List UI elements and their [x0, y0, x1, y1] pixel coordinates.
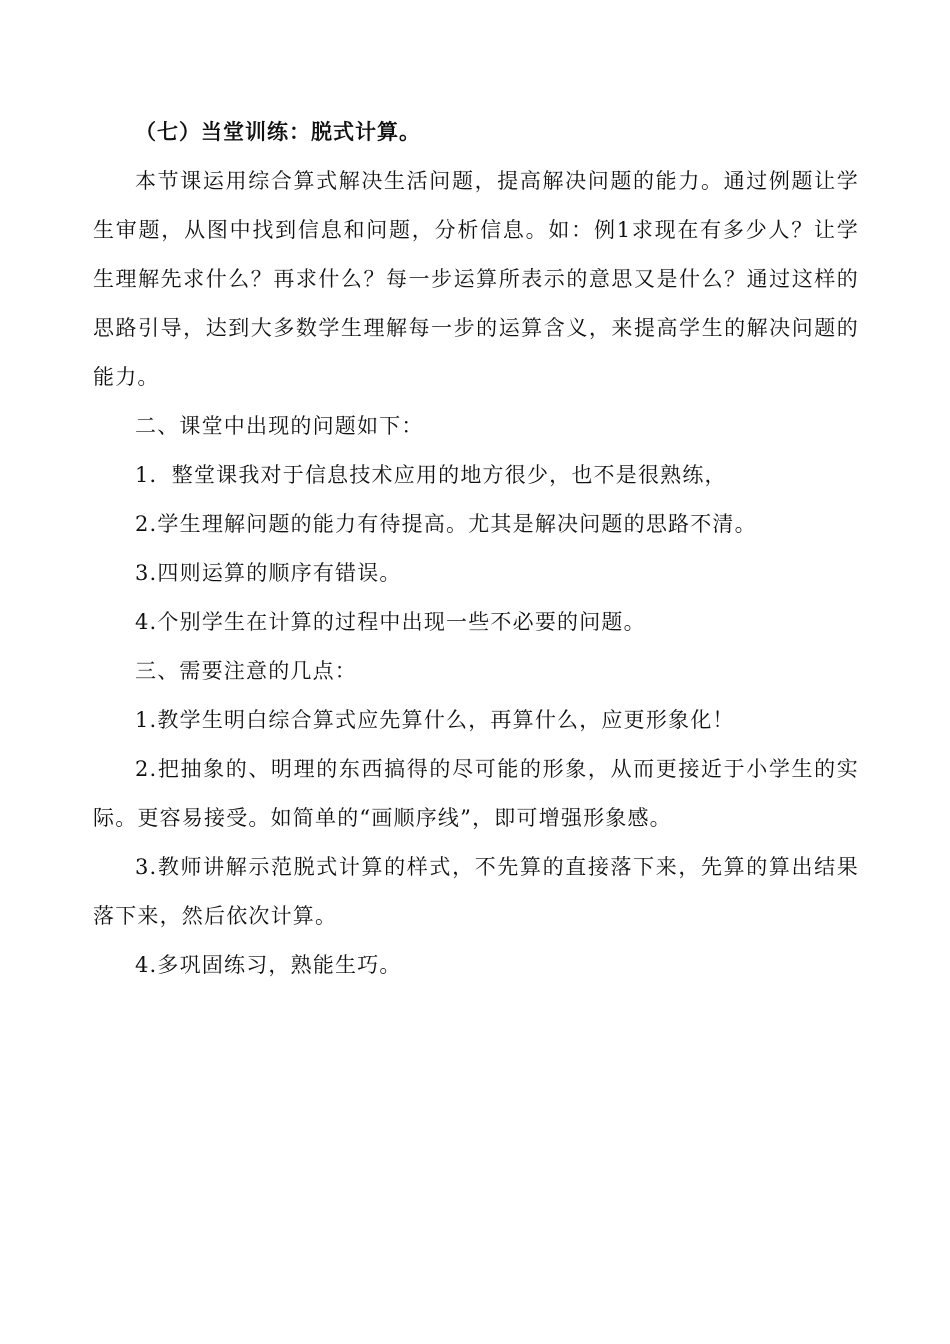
- note-item-1: 1.教学生明白综合算式应先算什么，再算什么，应更形象化！: [135, 708, 735, 732]
- section3-title: 三、需要注意的几点：: [135, 659, 357, 683]
- document-body: [93, 108, 859, 990]
- problem-item-1: 1．整堂课我对于信息技术应用的地方很少，也不是很熟练，: [135, 463, 727, 487]
- note-item-3: 3.教师讲解示范脱式计算的样式，不先算的直接落下来，先算的算出结果落下来，然后依次计算。: [93, 855, 859, 928]
- note-item-2: 2.把抽象的、明理的东西搞得的尽可能的形象，从而更接近于小学生的实际。更容易接受。如简单的“画顺序线”，即可增强形象感。: [93, 757, 859, 830]
- problem-item-2: 2.学生理解问题的能力有待提高。尤其是解决问题的思路不清。: [135, 512, 757, 536]
- problem-item-4: 4.个别学生在计算的过程中出现一些不必要的问题。: [135, 610, 646, 634]
- note-item-4: 4.多巩固练习，熟能生巧。: [135, 953, 402, 977]
- intro-paragraph: 本节课运用综合算式解决生活问题，提高解决问题的能力。通过例题让学生审题，从图中找到信息和问题，分析信息。如：例1求现在有多少人？让学生理解先求什么？再求什么？每一步运算所表示的意思又是什么？通过这样的思路引导，达到大多数学生理解每一步的运算含义，来提高学生的解决问题的能力。: [93, 169, 859, 389]
- problem-item-3: 3.四则运算的顺序有错误。: [135, 561, 402, 585]
- section2-title: 二、课堂中出现的问题如下：: [135, 414, 424, 438]
- section-heading: （七）当堂训练：脱式计算。: [135, 120, 421, 144]
